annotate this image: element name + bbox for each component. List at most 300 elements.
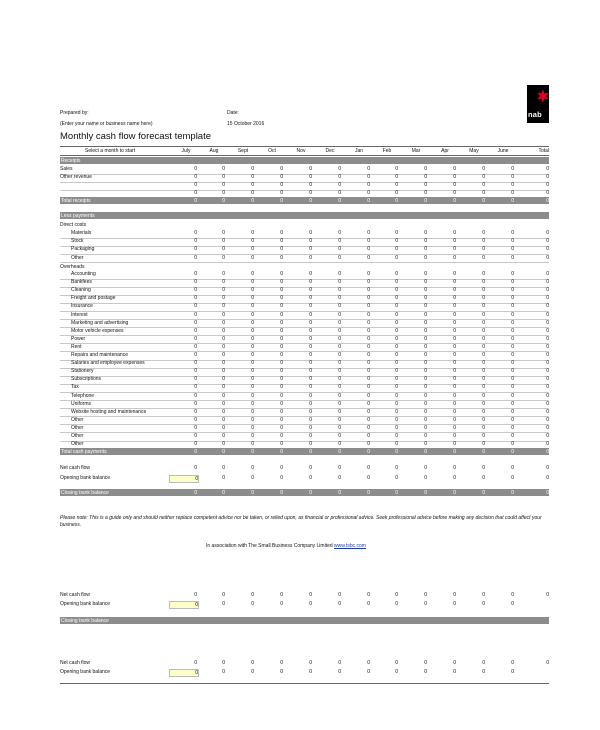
lower1-opening-cell[interactable]: 0 [309,601,312,607]
receipt-row-cell[interactable]: 0 [251,174,254,180]
overhead-row-cell[interactable]: 0 [367,295,370,302]
opening-balance-cell[interactable]: 0 [367,475,370,481]
overhead-row-cell[interactable]: 0 [338,279,341,286]
lower1-net-cell[interactable]: 0 [251,592,254,598]
overhead-row-cell[interactable]: 0 [338,441,341,448]
overhead-row-cell[interactable]: 0 [280,287,283,294]
receipt-row-cell[interactable]: 0 [280,190,283,196]
net-cash-flow-cell[interactable]: 0 [251,465,254,471]
overhead-row-cell[interactable]: 0 [511,424,514,431]
overhead-row-cell[interactable]: 0 [194,392,197,399]
overhead-row-cell[interactable]: 0 [280,368,283,375]
overhead-row-cell[interactable]: 0 [424,400,427,407]
direct-row-cell[interactable]: 0 [194,230,197,236]
receipt-row-cell[interactable]: 0 [453,174,456,180]
overhead-row-cell[interactable]: 0 [424,424,427,431]
overhead-row-cell[interactable]: 0 [395,441,398,448]
overhead-row-cell[interactable]: 0 [222,424,225,431]
overhead-row-cell[interactable]: 0 [280,327,283,334]
overhead-row-cell[interactable]: 0 [338,287,341,294]
overhead-row-cell[interactable]: 0 [367,368,370,375]
overhead-row-cell[interactable]: 0 [511,271,514,277]
overhead-row-cell[interactable]: 0 [280,424,283,431]
overhead-row-cell[interactable]: 0 [453,327,456,334]
lower2-opening-cell[interactable]: 0 [280,669,283,675]
lower2-opening-cell[interactable]: 0 [482,669,485,675]
opening-balance-cell[interactable]: 0 [424,475,427,481]
net-cash-flow-cell[interactable]: 0 [511,465,514,471]
lower2-opening-cell[interactable]: 0 [338,669,341,675]
receipt-row-cell[interactable]: 0 [453,182,456,188]
overhead-row-cell[interactable]: 0 [482,303,485,310]
overhead-row-cell[interactable]: 0 [367,416,370,423]
overhead-row-cell[interactable]: 0 [194,279,197,286]
direct-row-cell[interactable]: 0 [453,238,456,245]
overhead-row-cell[interactable]: 0 [309,360,312,367]
direct-row-cell[interactable]: 0 [367,238,370,245]
overhead-row-cell[interactable]: 0 [338,400,341,407]
overhead-row-cell[interactable]: 0 [280,343,283,350]
lower1-net-cell[interactable]: 0 [424,592,427,598]
overhead-row-cell[interactable]: 0 [222,376,225,383]
direct-row-cell[interactable]: 0 [194,246,197,253]
overhead-row-cell[interactable]: 0 [453,360,456,367]
overhead-row-cell[interactable]: 0 [482,441,485,448]
overhead-row-cell[interactable]: 0 [367,303,370,310]
overhead-row-cell[interactable]: 0 [251,311,254,318]
direct-row-cell[interactable]: 0 [309,230,312,236]
overhead-row-cell[interactable]: 0 [222,392,225,399]
direct-row-cell[interactable]: 0 [222,254,225,261]
receipt-row-cell[interactable]: 0 [194,190,197,196]
overhead-row-cell[interactable]: 0 [222,343,225,350]
receipt-row-cell[interactable]: 0 [482,190,485,196]
receipt-row-cell[interactable]: 0 [251,166,254,172]
overhead-row-cell[interactable]: 0 [280,408,283,415]
overhead-row-cell[interactable]: 0 [395,287,398,294]
overhead-row-cell[interactable]: 0 [511,295,514,302]
receipt-row-cell[interactable]: 0 [251,190,254,196]
overhead-row-cell[interactable]: 0 [280,311,283,318]
overhead-row-cell[interactable]: 0 [395,295,398,302]
lower1-net-cell[interactable]: 0 [222,592,225,598]
overhead-row-cell[interactable]: 0 [194,271,197,277]
direct-row-cell[interactable]: 0 [424,230,427,236]
overhead-row-cell[interactable]: 0 [482,327,485,334]
lower2-net-cell[interactable]: 0 [251,660,254,666]
overhead-row-cell[interactable]: 0 [222,319,225,326]
direct-row-cell[interactable]: 0 [424,246,427,253]
overhead-row-cell[interactable]: 0 [251,408,254,415]
overhead-row-cell[interactable]: 0 [395,303,398,310]
overhead-row-cell[interactable]: 0 [309,392,312,399]
overhead-row-cell[interactable]: 0 [453,295,456,302]
overhead-row-cell[interactable]: 0 [424,271,427,277]
overhead-row-cell[interactable]: 0 [424,416,427,423]
opening-balance-cell[interactable]: 0 [511,475,514,481]
overhead-row-cell[interactable]: 0 [511,408,514,415]
overhead-row-cell[interactable]: 0 [338,335,341,342]
lower2-net-cell[interactable]: 0 [395,660,398,666]
opening-balance-cell[interactable]: 0 [280,475,283,481]
receipt-row-cell[interactable]: 0 [395,166,398,172]
overhead-row-cell[interactable]: 0 [222,295,225,302]
overhead-row-cell[interactable]: 0 [511,433,514,439]
overhead-row-cell[interactable]: 0 [222,327,225,334]
overhead-row-cell[interactable]: 0 [453,279,456,286]
overhead-row-cell[interactable]: 0 [338,376,341,383]
overhead-row-cell[interactable]: 0 [367,343,370,350]
overhead-row-cell[interactable]: 0 [424,319,427,326]
overhead-row-cell[interactable]: 0 [251,368,254,375]
direct-row-cell[interactable]: 0 [194,254,197,261]
overhead-row-cell[interactable]: 0 [280,376,283,383]
overhead-row-cell[interactable]: 0 [482,279,485,286]
overhead-row-cell[interactable]: 0 [453,441,456,448]
overhead-row-cell[interactable]: 0 [194,319,197,326]
overhead-row-cell[interactable]: 0 [511,303,514,310]
receipt-row-cell[interactable]: 0 [511,166,514,172]
overhead-row-cell[interactable]: 0 [511,400,514,407]
lower1-opening-cell[interactable]: 0 [424,601,427,607]
overhead-row-cell[interactable]: 0 [194,327,197,334]
overhead-row-cell[interactable]: 0 [338,295,341,302]
opening-balance-cell[interactable]: 0 [482,475,485,481]
opening-balance-cell[interactable]: 0 [309,475,312,481]
overhead-row-cell[interactable]: 0 [251,295,254,302]
overhead-row-cell[interactable]: 0 [367,311,370,318]
overhead-row-cell[interactable]: 0 [424,279,427,286]
overhead-row-cell[interactable]: 0 [367,319,370,326]
lower1-opening-cell[interactable]: 0 [511,601,514,607]
overhead-row-cell[interactable]: 0 [194,416,197,423]
overhead-row-cell[interactable]: 0 [395,319,398,326]
overhead-row-cell[interactable]: 0 [367,335,370,342]
overhead-row-cell[interactable]: 0 [482,295,485,302]
lower2-opening-cell[interactable]: 0 [453,669,456,675]
overhead-row-cell[interactable]: 0 [251,424,254,431]
overhead-row-cell[interactable]: 0 [338,416,341,423]
overhead-row-cell[interactable]: 0 [511,343,514,350]
overhead-row-cell[interactable]: 0 [280,279,283,286]
overhead-row-cell[interactable]: 0 [511,327,514,334]
overhead-row-cell[interactable]: 0 [511,311,514,318]
date-value[interactable]: 15 October 2016 [227,121,265,127]
receipt-row-cell[interactable]: 0 [338,166,341,172]
overhead-row-cell[interactable]: 0 [511,441,514,448]
overhead-row-cell[interactable]: 0 [194,400,197,407]
overhead-row-cell[interactable]: 0 [194,335,197,342]
opening-balance-cell[interactable]: 0 [395,475,398,481]
receipt-row-cell[interactable]: 0 [482,174,485,180]
overhead-row-cell[interactable]: 0 [222,352,225,358]
lower1-opening-cell[interactable]: 0 [482,601,485,607]
overhead-row-cell[interactable]: 0 [309,295,312,302]
overhead-row-cell[interactable]: 0 [251,287,254,294]
direct-row-cell[interactable]: 0 [367,254,370,261]
overhead-row-cell[interactable]: 0 [251,335,254,342]
receipt-row-cell[interactable]: 0 [511,174,514,180]
overhead-row-cell[interactable]: 0 [453,408,456,415]
overhead-row-cell[interactable]: 0 [309,311,312,318]
overhead-row-cell[interactable]: 0 [309,335,312,342]
overhead-row-cell[interactable]: 0 [222,441,225,448]
overhead-row-cell[interactable]: 0 [395,368,398,375]
direct-row-cell[interactable]: 0 [338,246,341,253]
overhead-row-cell[interactable]: 0 [338,319,341,326]
net-cash-flow-cell[interactable]: 0 [367,465,370,471]
overhead-row-cell[interactable]: 0 [367,441,370,448]
lower1-net-cell[interactable]: 0 [194,592,197,598]
direct-row-cell[interactable]: 0 [482,238,485,245]
overhead-row-cell[interactable]: 0 [424,368,427,375]
overhead-row-cell[interactable]: 0 [453,400,456,407]
overhead-row-cell[interactable]: 0 [424,343,427,350]
overhead-row-cell[interactable]: 0 [222,408,225,415]
overhead-row-cell[interactable]: 0 [222,279,225,286]
overhead-row-cell[interactable]: 0 [424,392,427,399]
overhead-row-cell[interactable]: 0 [424,287,427,294]
opening-balance-cell[interactable]: 0 [251,475,254,481]
overhead-row-cell[interactable]: 0 [251,319,254,326]
overhead-row-cell[interactable]: 0 [338,303,341,310]
direct-row-cell[interactable]: 0 [251,254,254,261]
overhead-row-cell[interactable]: 0 [338,311,341,318]
opening-balance-cell[interactable]: 0 [222,475,225,481]
opening-balance-cell[interactable]: 0 [169,475,199,483]
overhead-row-cell[interactable]: 0 [424,408,427,415]
overhead-row-cell[interactable]: 0 [280,416,283,423]
overhead-row-cell[interactable]: 0 [280,433,283,439]
receipt-row-cell[interactable]: 0 [482,166,485,172]
direct-row-cell[interactable]: 0 [367,246,370,253]
net-cash-flow-cell[interactable]: 0 [309,465,312,471]
overhead-row-cell[interactable]: 0 [251,416,254,423]
overhead-row-cell[interactable]: 0 [251,384,254,391]
overhead-row-cell[interactable]: 0 [251,360,254,367]
overhead-row-cell[interactable]: 0 [194,295,197,302]
overhead-row-cell[interactable]: 0 [511,352,514,358]
overhead-row-cell[interactable]: 0 [194,441,197,448]
net-cash-flow-cell[interactable]: 0 [482,465,485,471]
overhead-row-cell[interactable]: 0 [194,352,197,358]
direct-row-cell[interactable]: 0 [280,246,283,253]
overhead-row-cell[interactable]: 0 [424,360,427,367]
overhead-row-cell[interactable]: 0 [511,279,514,286]
overhead-row-cell[interactable]: 0 [367,360,370,367]
overhead-row-cell[interactable]: 0 [309,376,312,383]
receipt-row-cell[interactable]: 0 [251,182,254,188]
lower2-net-cell[interactable]: 0 [482,660,485,666]
overhead-row-cell[interactable]: 0 [482,376,485,383]
overhead-row-cell[interactable]: 0 [367,352,370,358]
lower2-net-cell[interactable]: 0 [424,660,427,666]
overhead-row-cell[interactable]: 0 [251,392,254,399]
direct-row-cell[interactable]: 0 [453,230,456,236]
overhead-row-cell[interactable]: 0 [251,303,254,310]
overhead-row-cell[interactable]: 0 [280,271,283,277]
net-cash-flow-cell[interactable]: 0 [222,465,225,471]
overhead-row-cell[interactable]: 0 [482,424,485,431]
direct-row-cell[interactable]: 0 [251,238,254,245]
overhead-row-cell[interactable]: 0 [280,392,283,399]
overhead-row-cell[interactable]: 0 [222,416,225,423]
receipt-row-cell[interactable]: 0 [395,174,398,180]
lower1-net-cell[interactable]: 0 [309,592,312,598]
overhead-row-cell[interactable]: 0 [424,303,427,310]
direct-row-cell[interactable]: 0 [482,230,485,236]
overhead-row-cell[interactable]: 0 [309,416,312,423]
receipt-row-cell[interactable]: 0 [280,166,283,172]
overhead-row-cell[interactable]: 0 [482,392,485,399]
receipt-row-cell[interactable]: 0 [338,182,341,188]
overhead-row-cell[interactable]: 0 [453,392,456,399]
overhead-row-cell[interactable]: 0 [280,441,283,448]
overhead-row-cell[interactable]: 0 [338,352,341,358]
overhead-row-cell[interactable]: 0 [511,368,514,375]
overhead-row-cell[interactable]: 0 [251,433,254,439]
lower1-net-cell[interactable]: 0 [395,592,398,598]
receipt-row-cell[interactable]: 0 [194,166,197,172]
overhead-row-cell[interactable]: 0 [309,271,312,277]
overhead-row-cell[interactable]: 0 [251,343,254,350]
select-month-label[interactable]: Select a month to start [85,148,136,154]
overhead-row-cell[interactable]: 0 [395,343,398,350]
overhead-row-cell[interactable]: 0 [395,400,398,407]
receipt-row-cell[interactable]: 0 [511,190,514,196]
overhead-row-cell[interactable]: 0 [367,384,370,391]
direct-row-cell[interactable]: 0 [453,246,456,253]
lower1-opening-cell[interactable]: 0 [280,601,283,607]
overhead-row-cell[interactable]: 0 [222,287,225,294]
overhead-row-cell[interactable]: 0 [482,343,485,350]
lower1-opening-cell[interactable]: 0 [395,601,398,607]
direct-row-cell[interactable]: 0 [251,246,254,253]
overhead-row-cell[interactable]: 0 [338,327,341,334]
overhead-row-cell[interactable]: 0 [222,271,225,277]
receipt-row-cell[interactable]: 0 [367,182,370,188]
direct-row-cell[interactable]: 0 [395,254,398,261]
direct-row-cell[interactable]: 0 [395,246,398,253]
overhead-row-cell[interactable]: 0 [395,311,398,318]
overhead-row-cell[interactable]: 0 [338,408,341,415]
overhead-row-cell[interactable]: 0 [194,343,197,350]
overhead-row-cell[interactable]: 0 [251,352,254,358]
net-cash-flow-cell[interactable]: 0 [280,465,283,471]
overhead-row-cell[interactable]: 0 [367,424,370,431]
net-cash-flow-cell[interactable]: 0 [453,465,456,471]
overhead-row-cell[interactable]: 0 [338,433,341,439]
direct-row-cell[interactable]: 0 [280,254,283,261]
lower2-opening-cell[interactable]: 0 [511,669,514,675]
receipt-row-cell[interactable]: 0 [280,174,283,180]
receipt-row-cell[interactable]: 0 [309,190,312,196]
receipt-row-cell[interactable]: 0 [309,166,312,172]
overhead-row-cell[interactable]: 0 [309,400,312,407]
overhead-row-cell[interactable]: 0 [482,384,485,391]
lower2-net-cell[interactable]: 0 [338,660,341,666]
receipt-row-cell[interactable]: 0 [424,182,427,188]
overhead-row-cell[interactable]: 0 [395,376,398,383]
direct-row-cell[interactable]: 0 [222,230,225,236]
overhead-row-cell[interactable]: 0 [280,352,283,358]
overhead-row-cell[interactable]: 0 [453,376,456,383]
receipt-row-cell[interactable]: 0 [309,182,312,188]
overhead-row-cell[interactable]: 0 [453,303,456,310]
overhead-row-cell[interactable]: 0 [251,271,254,277]
overhead-row-cell[interactable]: 0 [222,384,225,391]
direct-row-cell[interactable]: 0 [338,254,341,261]
overhead-row-cell[interactable]: 0 [453,433,456,439]
overhead-row-cell[interactable]: 0 [367,433,370,439]
overhead-row-cell[interactable]: 0 [395,392,398,399]
overhead-row-cell[interactable]: 0 [395,360,398,367]
overhead-row-cell[interactable]: 0 [280,400,283,407]
overhead-row-cell[interactable]: 0 [367,392,370,399]
overhead-row-cell[interactable]: 0 [453,424,456,431]
direct-row-cell[interactable]: 0 [367,230,370,236]
overhead-row-cell[interactable]: 0 [194,384,197,391]
overhead-row-cell[interactable]: 0 [424,376,427,383]
overhead-row-cell[interactable]: 0 [367,287,370,294]
receipt-row-cell[interactable]: 0 [367,190,370,196]
lower2-net-cell[interactable]: 0 [367,660,370,666]
receipt-row-cell[interactable]: 0 [222,190,225,196]
overhead-row-cell[interactable]: 0 [424,335,427,342]
overhead-row-cell[interactable]: 0 [194,303,197,310]
direct-row-cell[interactable]: 0 [280,238,283,245]
overhead-row-cell[interactable]: 0 [222,335,225,342]
overhead-row-cell[interactable]: 0 [309,433,312,439]
overhead-row-cell[interactable]: 0 [222,360,225,367]
net-cash-flow-cell[interactable]: 0 [424,465,427,471]
lower2-opening-cell[interactable]: 0 [251,669,254,675]
overhead-row-cell[interactable]: 0 [424,311,427,318]
overhead-row-cell[interactable]: 0 [482,287,485,294]
overhead-row-cell[interactable]: 0 [482,368,485,375]
overhead-row-cell[interactable]: 0 [453,287,456,294]
overhead-row-cell[interactable]: 0 [511,335,514,342]
overhead-row-cell[interactable]: 0 [338,360,341,367]
overhead-row-cell[interactable]: 0 [482,416,485,423]
lower2-opening-cell[interactable]: 0 [424,669,427,675]
direct-row-cell[interactable]: 0 [453,254,456,261]
overhead-row-cell[interactable]: 0 [482,360,485,367]
overhead-row-cell[interactable]: 0 [482,271,485,277]
overhead-row-cell[interactable]: 0 [482,352,485,358]
overhead-row-cell[interactable]: 0 [453,343,456,350]
lower2-opening-cell[interactable]: 0 [395,669,398,675]
overhead-row-cell[interactable]: 0 [395,433,398,439]
lower1-net-cell[interactable]: 0 [367,592,370,598]
overhead-row-cell[interactable]: 0 [482,335,485,342]
overhead-row-cell[interactable]: 0 [309,327,312,334]
receipt-row-cell[interactable]: 0 [194,182,197,188]
receipt-row-cell[interactable]: 0 [222,174,225,180]
receipt-row-cell[interactable]: 0 [280,182,283,188]
overhead-row-cell[interactable]: 0 [309,343,312,350]
overhead-row-cell[interactable]: 0 [338,271,341,277]
overhead-row-cell[interactable]: 0 [395,335,398,342]
overhead-row-cell[interactable]: 0 [424,352,427,358]
receipt-row-cell[interactable]: 0 [222,166,225,172]
direct-row-cell[interactable]: 0 [222,238,225,245]
lower2-net-cell[interactable]: 0 [280,660,283,666]
overhead-row-cell[interactable]: 0 [222,303,225,310]
overhead-row-cell[interactable]: 0 [453,311,456,318]
opening-balance-cell[interactable]: 0 [453,475,456,481]
overhead-row-cell[interactable]: 0 [511,360,514,367]
